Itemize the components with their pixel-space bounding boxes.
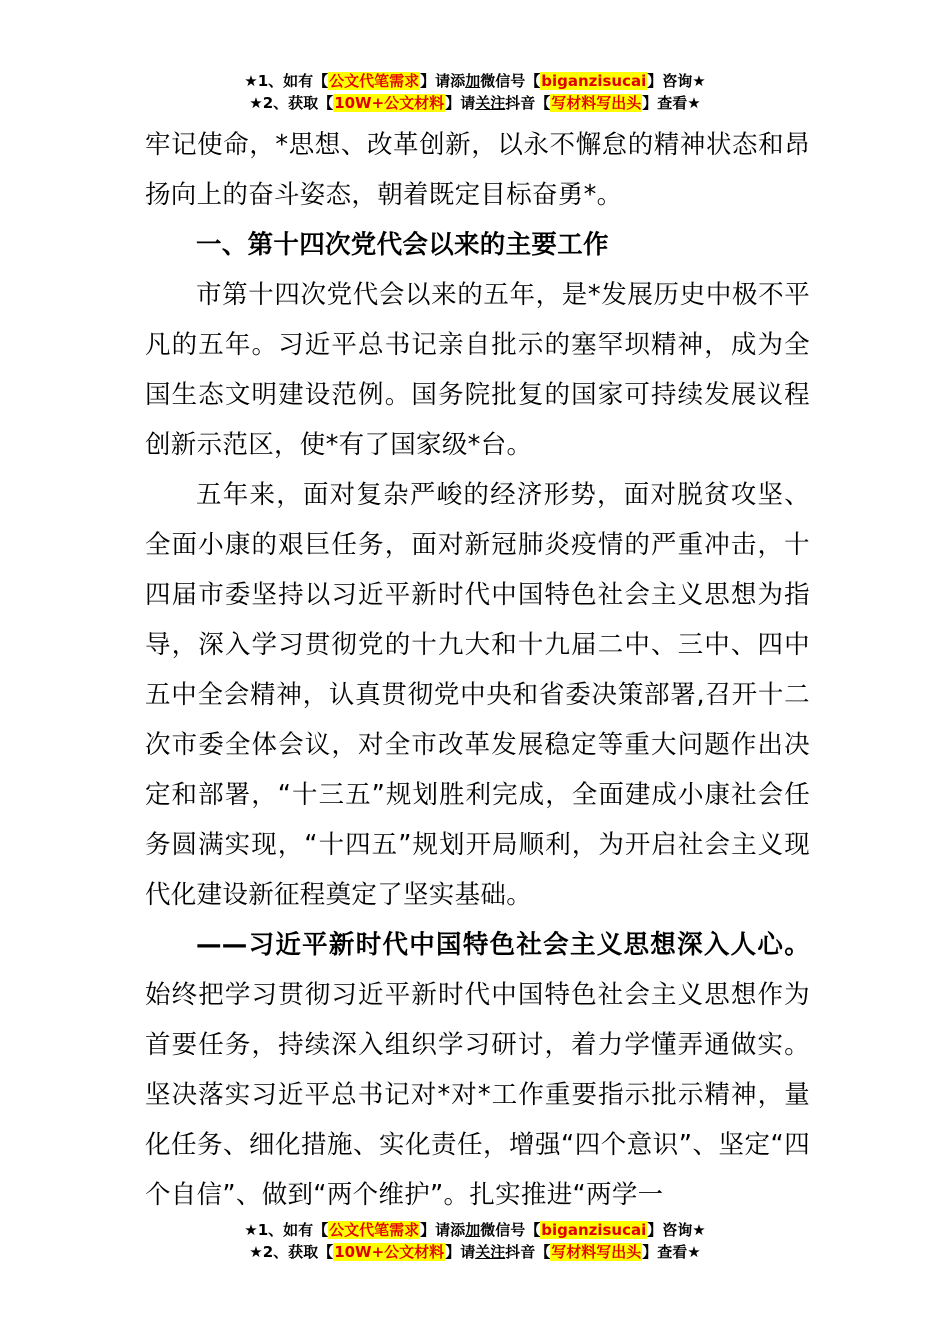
highlight-service: 公文代笔需求 (329, 1221, 420, 1239)
banner-text: 关注 (475, 94, 506, 112)
header-banner (0, 70, 950, 114)
section-heading: 一、第十四次党代会以来的主要工作 (196, 230, 609, 260)
paragraph-lead: ——习近平新时代中国特色社会主义思想深入人心。 (196, 930, 810, 960)
paragraph: 市第十四次党代会以来的五年，是*发展历史中极不平凡的五年。习近平总书记亲自批示的塞罕坝精神，成为全国生态文明建设范例。国务院批复的国家可持续发展议程创新示范区，使*有了国家级*台。 (145, 280, 810, 460)
banner-line-1 (0, 70, 950, 92)
banner-text: 】查看★ (642, 94, 701, 112)
banner-line-2 (0, 1241, 950, 1263)
footer-banner (0, 1219, 950, 1263)
banner-text: 加 (465, 72, 481, 90)
banner-text: 】咨询★ (647, 72, 706, 90)
banner-text: 】咨询★ (647, 1221, 706, 1239)
banner-text: 】请 (445, 94, 476, 112)
banner-text: 2、获取【 (262, 1243, 334, 1261)
highlight-materials: 10W+公文材料 (334, 1243, 445, 1261)
highlight-materials: 10W+公文材料 (334, 94, 445, 112)
banner-text: 1、如有【 (257, 72, 329, 90)
highlight-wechat-id: biganzisucai (541, 1221, 647, 1239)
banner-text: 1、如有【 (257, 1221, 329, 1239)
highlight-wechat-id: biganzisucai (541, 72, 647, 90)
paragraph: 牢记使命，*思想、改革创新，以永不懈怠的精神状态和昂扬向上的奋斗姿态，朝着既定目标奋勇*。 (145, 130, 810, 210)
banner-text: 】请 (445, 1243, 476, 1261)
banner-text: 微信号【 (480, 1221, 541, 1239)
paragraph (145, 920, 810, 1220)
star-icon: ★ (244, 1221, 258, 1239)
highlight-douyin: 写材料写出头 (551, 1243, 642, 1261)
banner-text: 】请添 (420, 1221, 466, 1239)
banner-text: 抖音【 (505, 94, 551, 112)
star-icon: ★ (249, 94, 263, 112)
banner-text: 关注 (475, 1243, 506, 1261)
banner-line-1 (0, 1219, 950, 1241)
highlight-service: 公文代笔需求 (329, 72, 420, 90)
highlight-douyin: 写材料写出头 (551, 94, 642, 112)
banner-text: 】请添 (420, 72, 466, 90)
banner-text: 抖音【 (505, 1243, 551, 1261)
document-body (145, 120, 810, 1220)
star-icon: ★ (244, 72, 258, 90)
banner-text: 2、获取【 (262, 94, 334, 112)
star-icon: ★ (249, 1243, 263, 1261)
paragraph-text: 始终把学习贯彻习近平新时代中国特色社会主义思想作为首要任务，持续深入组织学习研讨，着力学懂弄通做实。坚决落实习近平总书记对*对*工作重要指示批示精神，量化任务、细化措施、实化责任，增强“四个意识”、坚定“四个自信”、做到“两个维护”。扎实推进“两学一 (145, 980, 810, 1210)
banner-text: 】查看★ (642, 1243, 701, 1261)
paragraph: 五年来，面对复杂严峻的经济形势，面对脱贫攻坚、全面小康的艰巨任务，面对新冠肺炎疫情的严重冲击，十四届市委坚持以习近平新时代中国特色社会主义思想为指导，深入学习贯彻党的十九大和十九届二中、三中、四中五中全会精神，认真贯彻党中央和省委决策部署,召开十二次市委全体会议，对全市改革发展稳定等重大问题作出决定和部署，“十三五”规划胜利完成，全面建成小康社会任务圆满实现，“十四五”规划开局顺利，为开启社会主义现代化建设新征程奠定了坚实基础。 (145, 480, 810, 910)
banner-text: 加 (465, 1221, 481, 1239)
banner-text: 微信号【 (480, 72, 541, 90)
banner-line-2 (0, 92, 950, 114)
